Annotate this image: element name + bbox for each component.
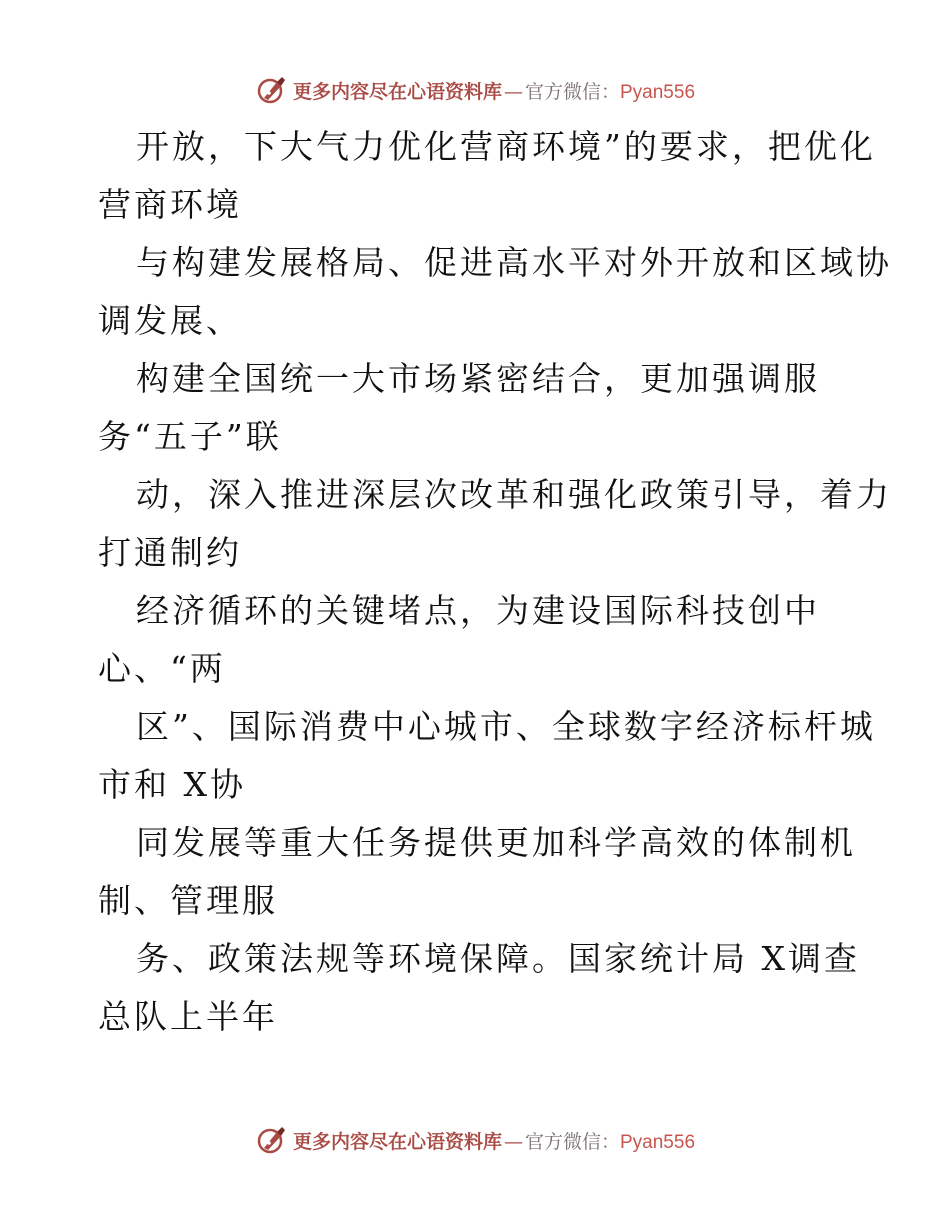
header-banner (0, 70, 950, 110)
paragraph-line: 务“五子”联 (98, 417, 282, 456)
paragraph-line: 构建全国统一大市场紧密结合，更加强调服 (136, 359, 820, 398)
paragraph (98, 582, 858, 698)
paragraph-line: 打通制约 (98, 533, 242, 572)
paragraph (98, 466, 892, 582)
paragraph-line: 动，深入推进深层次改革和强化政策引导，着力 (136, 475, 892, 514)
document-body (98, 118, 892, 1046)
banner-brand: 更多内容尽在心语资料库 (292, 80, 502, 103)
paragraph-line: 心、“两 (98, 649, 226, 688)
paragraph-line: 制、管理服 (98, 881, 278, 920)
banner-dash: — (503, 80, 523, 103)
paragraph-line: 市和 X协 (98, 765, 246, 804)
paragraph-line: 经济循环的关键堵点，为建设国际科技创中 (136, 591, 820, 630)
paragraph-line: 营商环境 (98, 185, 242, 224)
paragraph-line: 开放，下大气力优化营商环境”的要求，把优化 (136, 127, 876, 166)
banner-subtitle: 官方微信： (524, 80, 620, 103)
pen-nib-logo-icon (255, 1124, 287, 1156)
paragraph-line: 总队上半年 (98, 997, 278, 1036)
paragraph-line: 务、政策法规等环境保障。国家统计局 X调查 (136, 939, 860, 978)
paragraph (98, 930, 858, 1046)
banner-wechat-id: Pyan556 (620, 81, 696, 103)
footer-banner (0, 1120, 950, 1160)
banner-subtitle: 官方微信： (524, 1130, 620, 1153)
paragraph-line: 调发展、 (98, 301, 242, 340)
banner-text (293, 77, 695, 104)
pen-nib-logo-icon (255, 74, 287, 106)
paragraph (98, 698, 876, 814)
paragraph (98, 118, 876, 234)
banner-brand: 更多内容尽在心语资料库 (292, 1130, 502, 1153)
paragraph-line: 同发展等重大任务提供更加科学高效的体制机 (136, 823, 856, 862)
paragraph-line: 与构建发展格局、促进高水平对外开放和区域协 (136, 243, 892, 282)
paragraph-line: 区”、国际消费中心城市、全球数字经济标杆城 (136, 707, 876, 746)
paragraph (98, 814, 858, 930)
paragraph (98, 350, 858, 466)
banner-dash: — (503, 1130, 523, 1153)
banner-text (293, 1127, 695, 1154)
banner-wechat-id: Pyan556 (620, 1131, 696, 1153)
paragraph (98, 234, 892, 350)
